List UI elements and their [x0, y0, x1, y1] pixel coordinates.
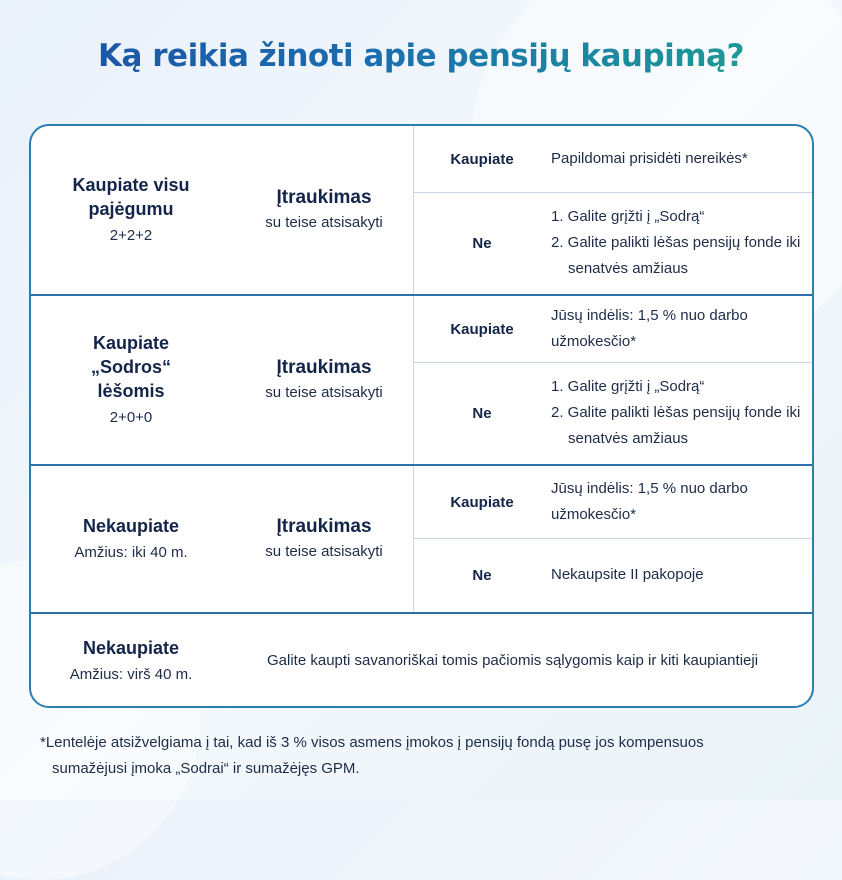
table-row: [31, 296, 812, 464]
option-text: [551, 362, 806, 464]
footnote: [40, 730, 820, 782]
page-title: Ką reikia žinoti apie pensijų kaupimą?: [0, 38, 842, 74]
option-text: [551, 296, 806, 362]
mode-cell: [231, 466, 417, 612]
footnote-line: sumažėjusi įmoka „Sodrai“ ir sumažėjęs GPM.: [52, 760, 360, 777]
option-list: [551, 374, 806, 452]
option-list: [551, 204, 806, 282]
category-name: Kaupiate visu pajėgumu: [72, 175, 190, 219]
category-sub: 2+2+2: [109, 227, 153, 244]
option-label: Ne: [472, 566, 492, 584]
list-item: 1. Galite grįžti į „Sodrą“: [551, 208, 705, 225]
option-text: [551, 538, 806, 612]
option-text: [551, 192, 806, 294]
list-item: 2. Galite palikti lėšas pensijų fonde iki senatvės amžiaus: [551, 404, 801, 447]
mode-sub: su teise atsisakyti: [265, 543, 383, 560]
list-item: 1. Galite grįžti į „Sodrą“: [551, 378, 705, 395]
option-label: Ne: [472, 234, 492, 252]
category-cell: [31, 296, 231, 464]
option-label: Kaupiate: [450, 150, 514, 168]
footnote-line: *Lentelėje atsižvelgiama į tai, kad iš 3 % visos asmens įmokos į pensijų fondą pusę jos kompensuos: [40, 734, 704, 751]
option-text: [551, 466, 806, 538]
mode-title: Įtraukimas: [276, 357, 372, 378]
mode-cell: [231, 296, 417, 464]
pension-info-table: [29, 124, 814, 708]
mode-title: Įtraukimas: [276, 516, 372, 537]
category-name: Nekaupiate: [82, 516, 180, 536]
category-text: [267, 614, 787, 708]
category-cell: [31, 614, 231, 708]
option-text: [551, 126, 806, 192]
mode-sub: su teise atsisakyti: [265, 214, 383, 231]
category-description: Galite kaupti savanoriškai tomis pačiomis sąlygomis kaip ir kiti kaupiantieji: [267, 652, 759, 669]
category-sub: 2+0+0: [109, 409, 153, 426]
category-name: Kaupiate „Sodros“ lėšomis: [90, 333, 171, 401]
option-line: Papildomai prisidėti nereikės*: [551, 150, 748, 167]
table-row: [31, 126, 812, 294]
option-line: Jūsų indėlis: 1,5 % nuo darbo užmokesčio*: [551, 307, 748, 350]
list-item: 2. Galite palikti lėšas pensijų fonde iki senatvės amžiaus: [551, 234, 801, 277]
category-sub: Amžius: virš 40 m.: [69, 666, 193, 683]
mode-cell: [231, 126, 417, 294]
category-sub: Amžius: iki 40 m.: [74, 544, 188, 561]
mode-title: Įtraukimas: [276, 187, 372, 208]
category-cell: [31, 126, 231, 294]
option-line: Nekaupsite II pakopoje: [551, 566, 704, 583]
category-cell: [31, 466, 231, 612]
option-label: Ne: [472, 404, 492, 422]
option-label: Kaupiate: [450, 320, 514, 338]
option-label: Kaupiate: [450, 493, 514, 511]
table-row: [31, 614, 812, 708]
category-name: Nekaupiate: [82, 638, 180, 658]
mode-sub: su teise atsisakyti: [265, 384, 383, 401]
table-row: [31, 466, 812, 612]
option-line: Jūsų indėlis: 1,5 % nuo darbo užmokesčio*: [551, 480, 748, 523]
